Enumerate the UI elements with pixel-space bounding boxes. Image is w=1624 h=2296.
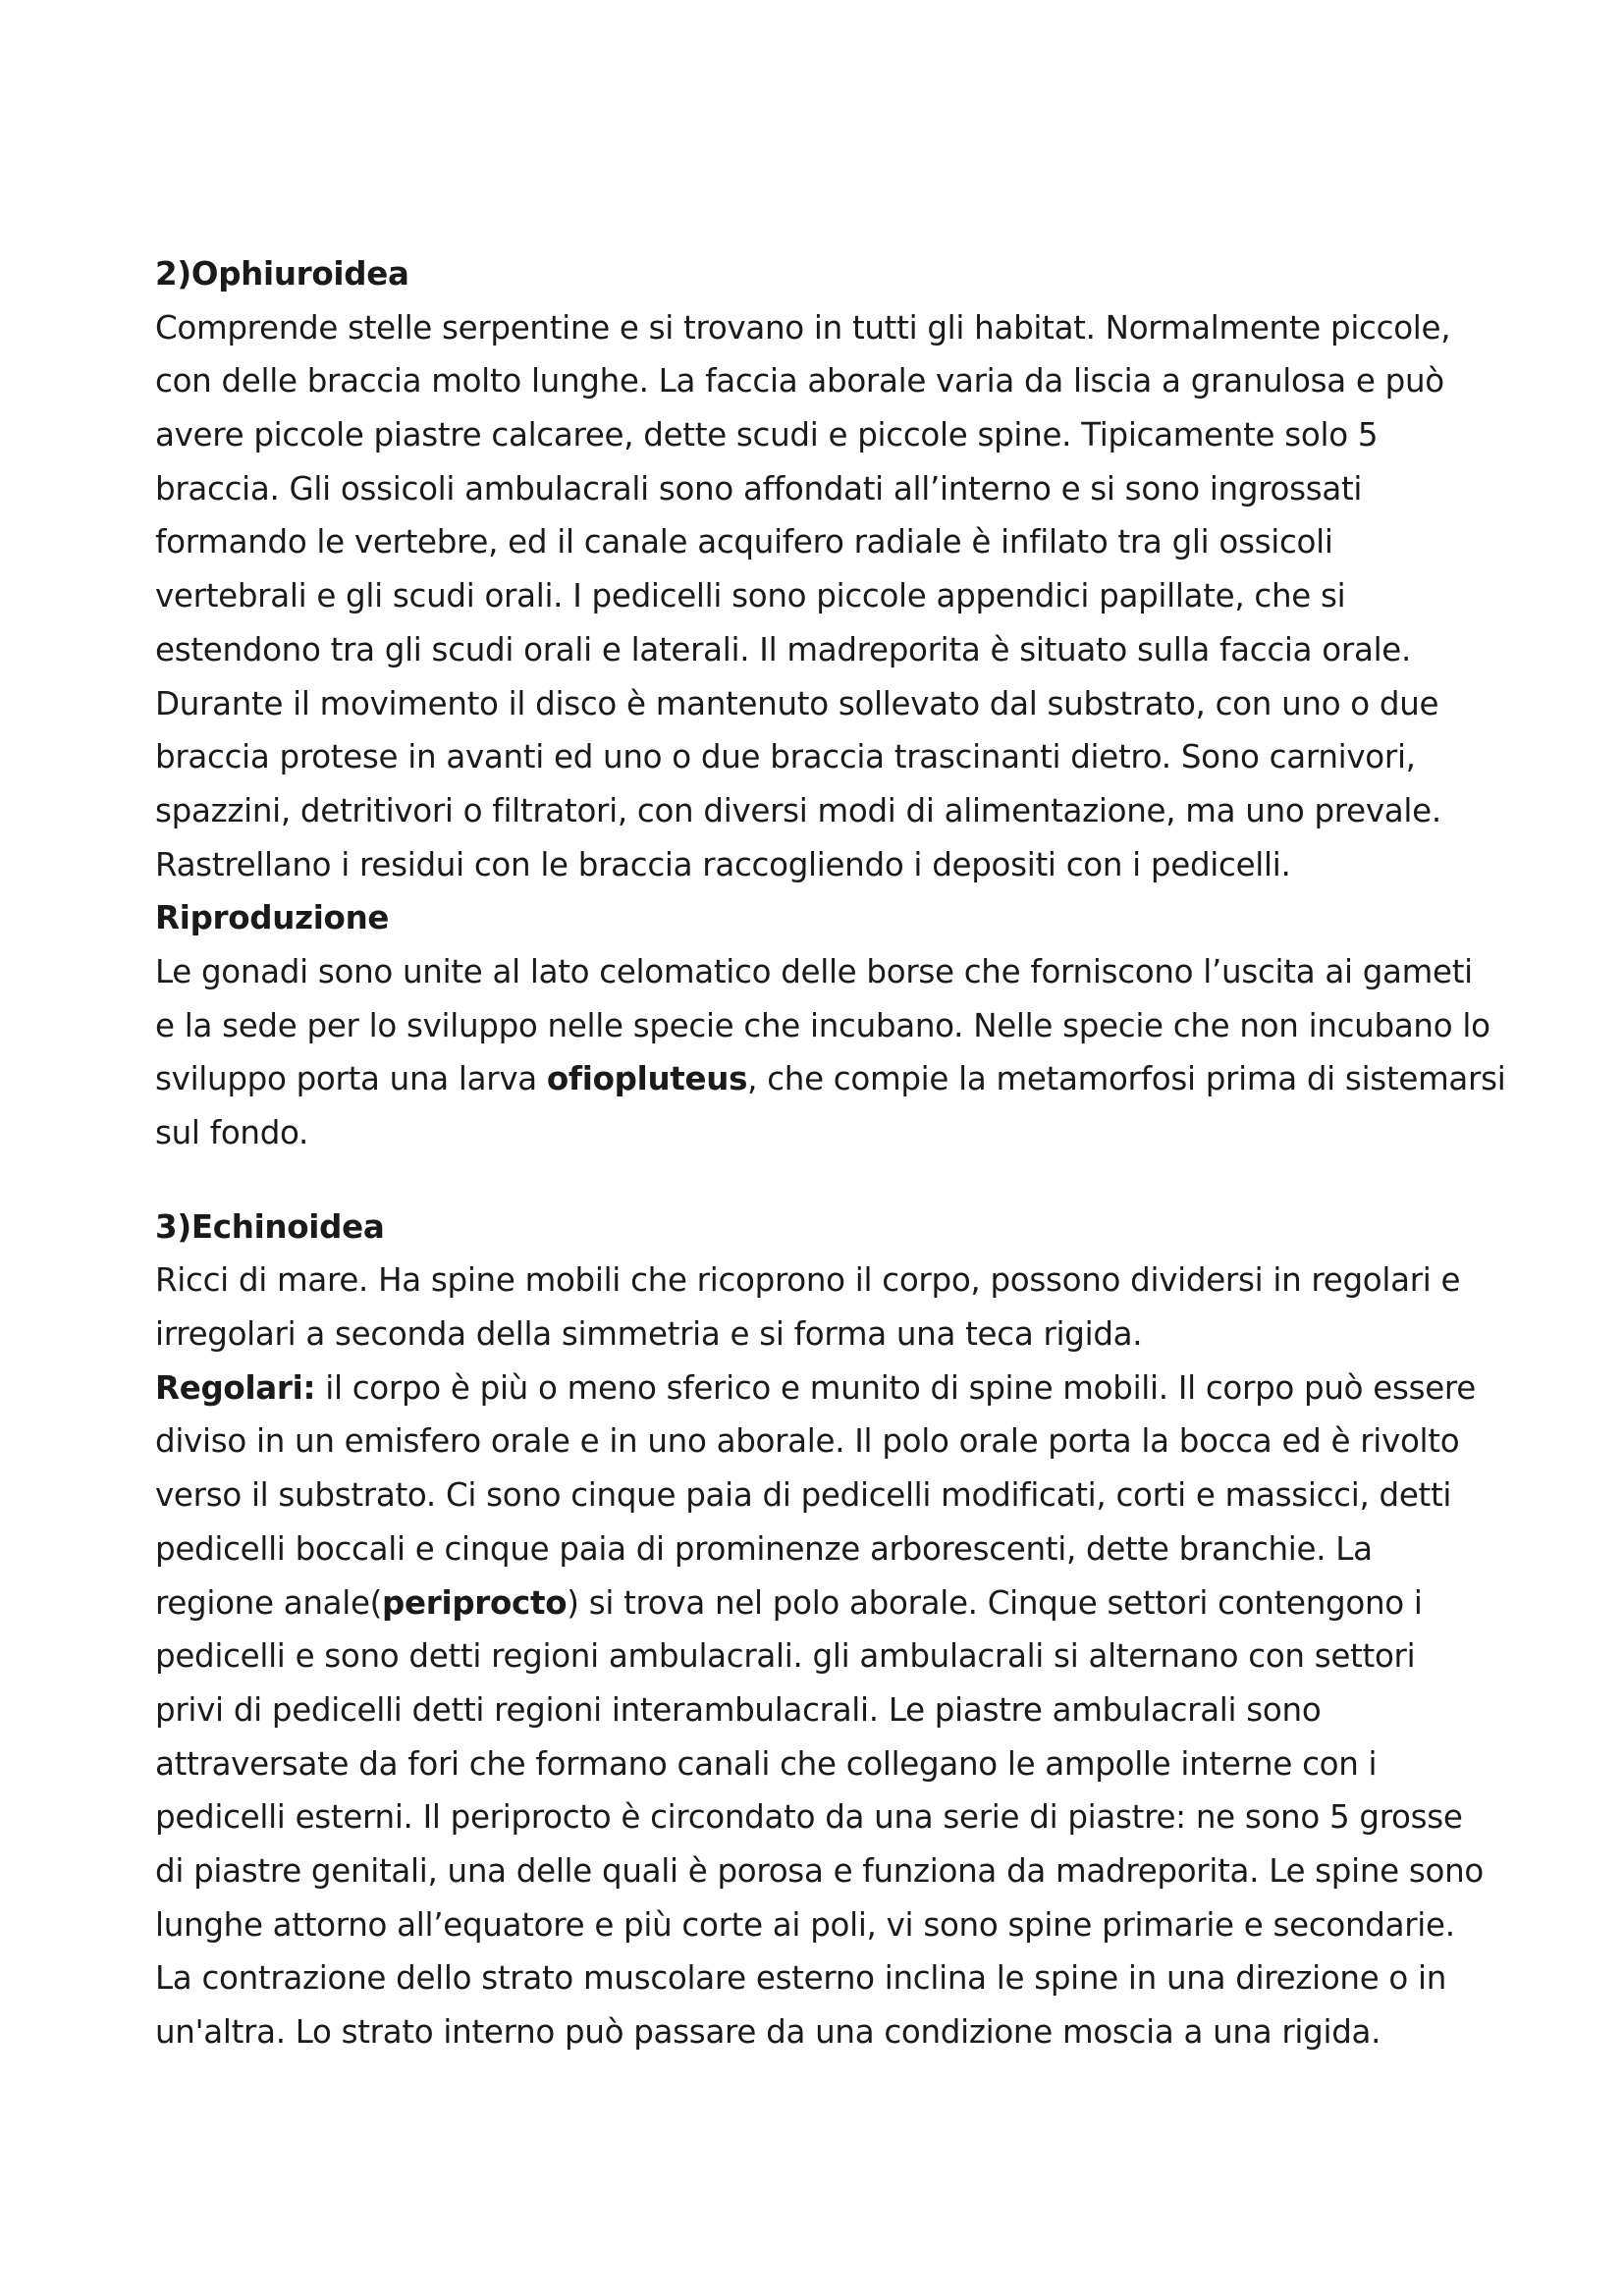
- paragraph-line: Durante il movimento il disco è mantenuto sollevato dal substrato, con uno o due: [155, 684, 1439, 722]
- bold-term-periprocto: periprocto: [382, 1583, 568, 1622]
- paragraph-line: pedicelli esterni. Il periprocto è circondato da una serie di piastre: ne sono 5 grosse: [155, 1798, 1463, 1837]
- section-heading-echinoidea: 3)Echinoidea: [155, 1207, 385, 1246]
- text-run: sviluppo porta una larva: [155, 1060, 547, 1098]
- bold-label-regolari: Regolari:: [155, 1368, 316, 1407]
- subheading-riproduzione: Riproduzione: [155, 899, 390, 937]
- text-run: il corpo è più o meno sferico e munito di spine mobili. Il corpo può essere: [315, 1368, 1476, 1407]
- paragraph-line: pedicelli boccali e cinque paia di prominenze arborescenti, dette branchie. La: [155, 1529, 1373, 1568]
- section-heading-ophiuroidea: 2)Ophiuroidea: [155, 255, 409, 293]
- bold-term-ofiopluteus: ofiopluteus: [546, 1060, 748, 1098]
- text-run: regione anale(: [155, 1583, 383, 1622]
- paragraph-line: lunghe attorno all’equatore e più corte ai poli, vi sono spine primarie e secondarie.: [155, 1905, 1455, 1944]
- text-run: ) si trova nel polo aborale. Cinque settori contengono i: [567, 1583, 1423, 1622]
- paragraph-line: braccia. Gli ossicoli ambulacrali sono affondati all’interno e si sono ingrossati: [155, 469, 1363, 507]
- paragraph-line: sul fondo.: [155, 1114, 309, 1151]
- paragraph-line: privi di pedicelli detti regioni interambulacrali. Le piastre ambulacrali sono: [155, 1690, 1322, 1729]
- paragraph-line: Ricci di mare. Ha spine mobili che ricoprono il corpo, possono dividersi in regolari e: [155, 1261, 1461, 1300]
- paragraph-line: [155, 1362, 1530, 1415]
- paragraph-line: diviso in un emisfero orale e in uno aborale. Il polo orale porta la bocca ed è rivolto: [155, 1422, 1460, 1461]
- paragraph-line: Rastrellano i residui con le braccia raccogliendo i depositi con i pedicelli.: [155, 845, 1291, 883]
- paragraph-line: Le gonadi sono unite al lato celomatico delle borse che forniscono l’uscita ai gameti: [155, 952, 1473, 990]
- document-body: [155, 247, 1530, 2059]
- paragraph-line: un'altra. Lo strato interno può passare da una condizione moscia a una rigida.: [155, 2013, 1381, 2051]
- paragraph-line: estendono tra gli scudi orali e laterali. Il madreporita è situato sulla faccia orale.: [155, 630, 1412, 668]
- paragraph-line: pedicelli e sono detti regioni ambulacrali. gli ambulacrali si alternano con settori: [155, 1637, 1416, 1676]
- paragraph-line: La contrazione dello strato muscolare esterno inclina le spine in una direzione o in: [155, 1959, 1447, 1998]
- text-run: , che compie la metamorfosi prima di sistemarsi: [747, 1060, 1506, 1098]
- paragraph-line: braccia protese in avanti ed uno o due braccia trascinanti dietro. Sono carnivori,: [155, 738, 1416, 776]
- paragraph-line: [155, 1576, 1530, 1630]
- paragraph-line: spazzini, detritivori o filtratori, con diversi modi di alimentazione, ma uno prevale.: [155, 791, 1441, 829]
- paragraph-line: formando le vertebre, ed il canale acquifero radiale è infilato tra gli ossicoli: [155, 523, 1333, 561]
- paragraph-line: di piastre genitali, una delle quali è porosa e funziona da madreporita. Le spine sono: [155, 1851, 1484, 1890]
- paragraph-line: avere piccole piastre calcaree, dette scudi e piccole spine. Tipicamente solo 5: [155, 416, 1379, 454]
- paragraph-line: verso il substrato. Ci sono cinque paia di pedicelli modificati, corti e massicci, detti: [155, 1476, 1452, 1515]
- paragraph-line: Comprende stelle serpentine e si trovano in tutti gli habitat. Normalmente piccole,: [155, 308, 1451, 347]
- section-spacer: [155, 1160, 1530, 1201]
- paragraph-line: irregolari a seconda della simmetria e si forma una teca rigida.: [155, 1315, 1143, 1354]
- paragraph-line: [155, 1052, 1530, 1106]
- paragraph-line: con delle braccia molto lunghe. La faccia aborale varia da liscia a granulosa e può: [155, 362, 1444, 400]
- paragraph-line: vertebrali e gli scudi orali. I pedicelli sono piccole appendici papillate, che si: [155, 577, 1346, 615]
- paragraph-line: e la sede per lo sviluppo nelle specie che incubano. Nelle specie che non incubano lo: [155, 1006, 1490, 1044]
- paragraph-line: attraversate da fori che formano canali che collegano le ampolle interne con i: [155, 1744, 1378, 1783]
